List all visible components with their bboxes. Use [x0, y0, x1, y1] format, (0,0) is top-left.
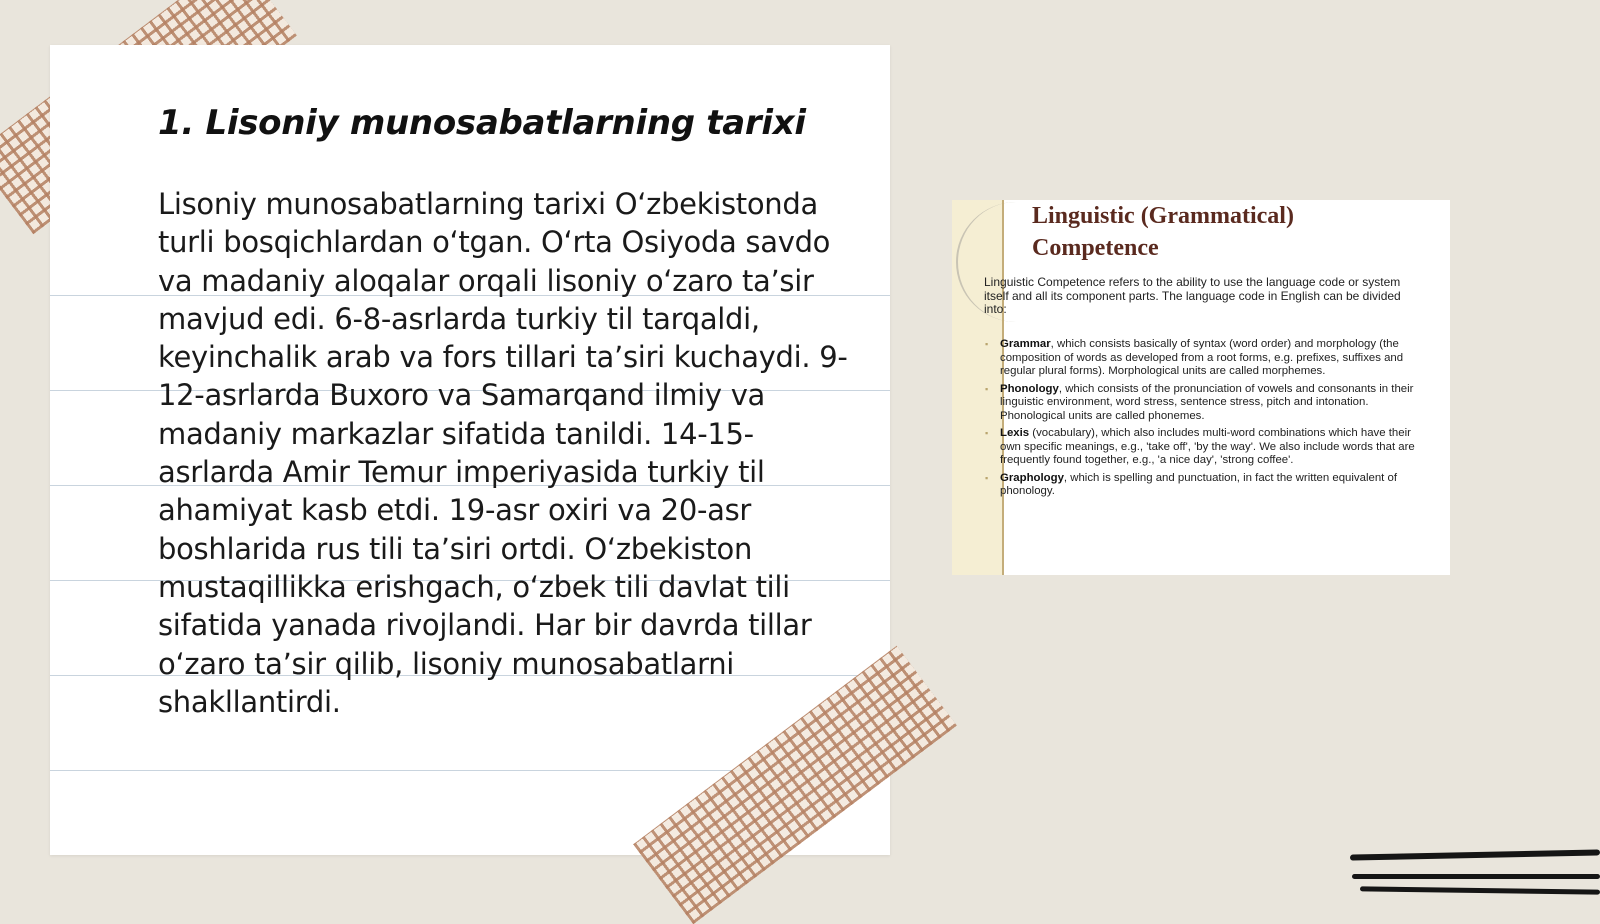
list-item-text: , which consists basically of syntax (word order) and morphology (the composition of words as developed from a root forms, e.g. prefixes, suffixes and regular plural forms). Morphological units are called morphemes. [1000, 338, 1404, 377]
list-item [1000, 383, 1420, 424]
decor-brush-stroke [1350, 849, 1600, 860]
list-item-term: Grammar [1000, 338, 1051, 350]
list-item [1000, 427, 1420, 468]
decor-brush-stroke [1360, 886, 1600, 894]
list-item [1000, 472, 1420, 499]
slide-intro: Linguistic Competence refers to the ability to use the language code or system itself and all its component parts. The language code in English can be divided into: [984, 275, 1401, 316]
list-item-term: Graphology [1000, 471, 1064, 484]
note-paper [50, 45, 890, 855]
slide-title-line2: Competence [1032, 235, 1159, 261]
embedded-slide-image [952, 200, 1450, 575]
list-item [1000, 338, 1420, 379]
body-paragraph: Lisoniy munosabatlarning tarixi O‘zbekistonda turli bosqichlardan o‘tgan. O‘rta Osiyoda savdo va madaniy aloqalar orqali lisoniy o‘zaro ta’sir mavjud edi. 6-8-asrlarda turkiy til tarqaldi, keyinchalik arab va fors tillari ta’siri kuchaydi. 9-12-asrlarda Buxoro va Samarqand ilmiy va madaniy markazlar sifatida tanildi. 14-15-asrlarda Amir Temur imperiyasida turkiy til ahamiyat kasb etdi. 19-asr oxiri va 20-asr boshlarida rus tili ta’siri ortdi. O‘zbekiston mustaqillikka erishgach, o‘zbek tili davlat tili sifatida yanada rivojlandi. Har bir davrda tillar o‘zaro ta’sir qilib, lisoniy munosabatlarni shakllantirdi. [158, 187, 848, 719]
list-item-term: Phonology [1000, 382, 1059, 395]
page-title: 1. Lisoniy munosabatlarning tarixi [158, 103, 806, 143]
list-item-text: (vocabulary), which also includes multi-word combinations which have their own specific meanings, e.g., 'take off', 'by the way'. We also include words that are frequently found together, e.g., 'a nice day', 'strong coffee'. [1000, 427, 1415, 466]
slide-title [1032, 200, 1294, 264]
slide-bullet-list [1000, 338, 1420, 503]
list-item-text: , which consists of the pronunciation of vowels and consonants in their linguistic environment, word stress, sentence stress, pitch and intonation. Phonological units are called phonemes. [1000, 382, 1414, 422]
decor-brush-stroke [1352, 874, 1600, 879]
list-item-term: Lexis [1000, 427, 1030, 439]
slide-title-line1: Linguistic (Grammatical) [1032, 203, 1294, 229]
list-item-text: , which is spelling and punctuation, in fact the written equivalent of phonology. [1000, 471, 1397, 497]
